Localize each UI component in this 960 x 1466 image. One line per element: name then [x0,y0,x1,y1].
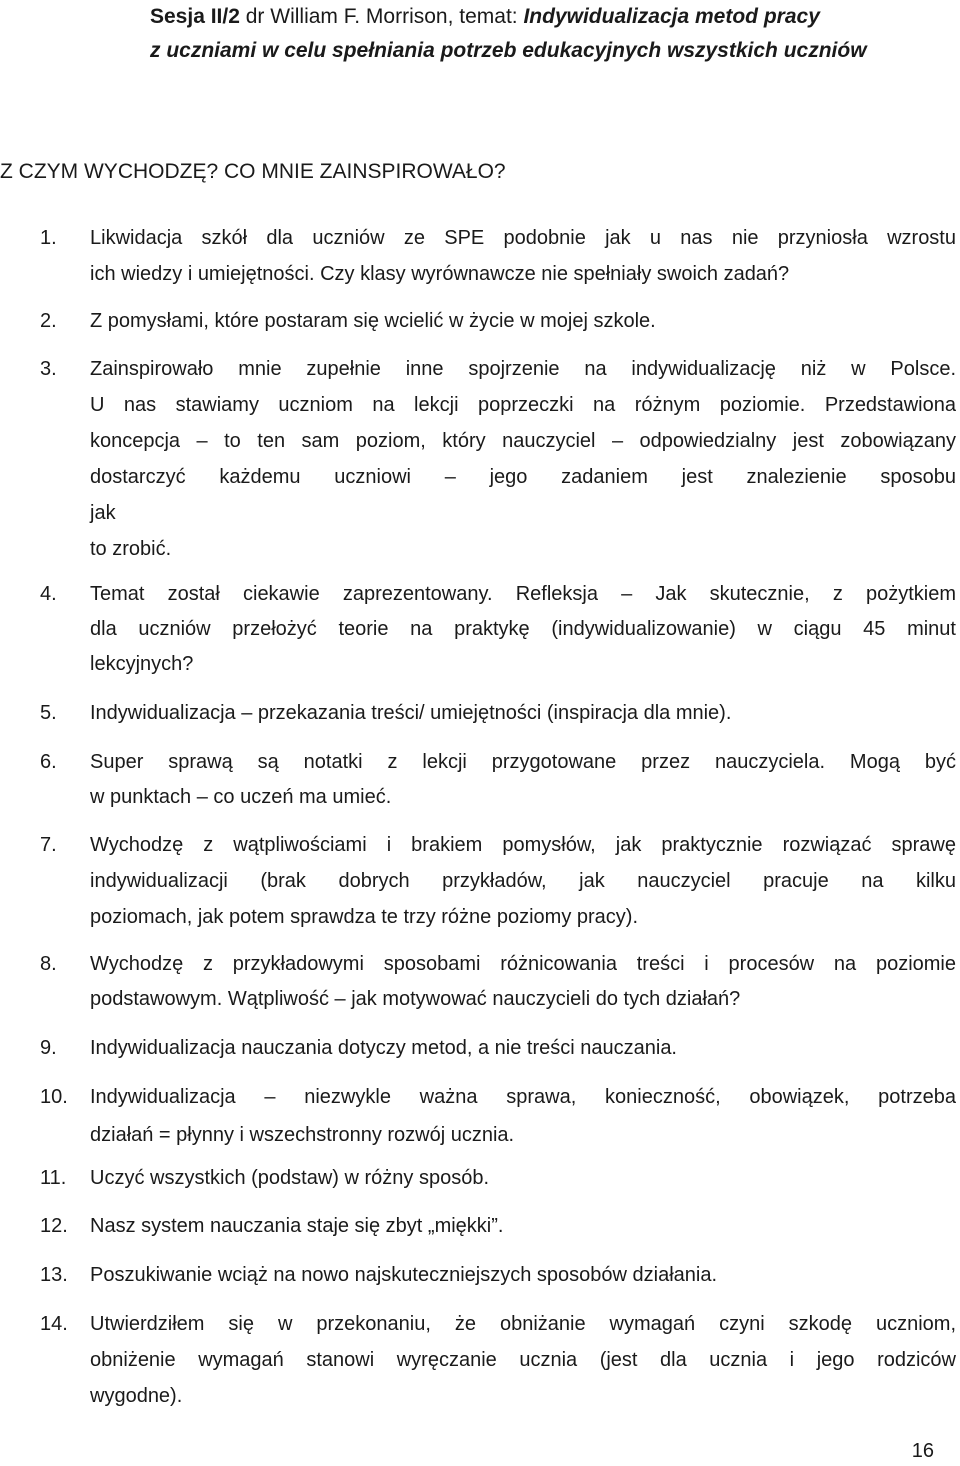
list-item-number: 10. [40,1086,68,1108]
list-item-line: Uczyć wszystkich (podstaw) w różny sposób. [90,1167,490,1189]
list-item-text [90,1031,956,1066]
list-item-number: 14. [40,1313,68,1335]
list-item-number: 4. [40,583,57,605]
list-item-line: koncepcja – to ten sam poziom, który nauczyciel – odpowiedzialny jest zobowiązany [90,430,956,452]
list-item-line: indywidualizacji (brak dobrych przykładów, jak nauczyciel pracuje na kilku [90,870,956,892]
list-item-line: Zainspirowało mnie zupełnie inne spojrzenie na indywidualizację niż w Polsce. [90,358,956,380]
list-item-text [90,1209,956,1244]
session-topic-part2: z uczniami w celu spełniania potrzeb edukacyjnych wszystkich uczniów [150,39,867,62]
list-item-line: lekcyjnych? [90,653,194,675]
list-item-line: w punktach – co uczeń ma umieć. [90,786,392,808]
list-item-text [90,1078,956,1154]
list-item-number: 1. [40,227,57,249]
list-item-line: jak [90,502,116,524]
list-item-number: 11. [40,1167,67,1189]
session-header [150,0,960,68]
list-item-line: dla uczniów przełożyć teorie na praktykę (indywidualizowanie) w ciągu 45 minut [90,618,956,640]
list-item-line: obniżenie wymagań stanowi wyręczanie ucznia (jest dla ucznia i jego rodziców [90,1349,956,1371]
list-item-line: Poszukiwanie wciąż na nowo najskuteczniejszych sposobów działania. [90,1264,718,1286]
list-item-line: Likwidacja szkół dla uczniów ze SPE podobnie jak u nas nie przyniosła wzrostu [90,227,956,249]
session-author: dr William F. Morrison, temat: [239,5,524,28]
session-topic-part1: Indywidualizacja metod pracy [523,5,820,28]
list-item-line: dostarczyć każdemu uczniowi – jego zadaniem jest znalezienie sposobu [90,466,956,488]
list-item-line: Temat został ciekawie zaprezentowany. Refleksja – Jak skutecznie, z pożytkiem [90,583,956,605]
list-item-text [90,351,956,567]
list-item-number: 7. [40,834,57,856]
list-item-line: wygodne). [90,1385,183,1407]
list-item-line: Utwierdziłem się w przekonaniu, że obniżanie wymagań czyni szkodę uczniom, [90,1313,956,1335]
list-item-text [90,303,956,339]
list-item-number: 6. [40,751,57,773]
list-item-line: działań = płynny i wszechstronny rozwój ucznia. [90,1124,515,1146]
list-item-text [90,947,956,1017]
list-item-number: 3. [40,358,57,380]
list-item-number: 8. [40,953,57,975]
list-item-text [90,827,956,935]
list-item-number: 2. [40,310,57,332]
list-item-line: Indywidualizacja nauczania dotyczy metod, a nie treści nauczania. [90,1037,677,1059]
list-item-text [90,1306,956,1414]
list-item-text [90,745,956,815]
list-item-line: to zrobić. [90,538,172,560]
list-item-text [90,1161,956,1196]
list-item-line: Nasz system nauczania staje się zbyt „miękki”. [90,1215,504,1237]
list-item-text [90,577,956,682]
list-item-line: Wychodzę z przykładowymi sposobami różnicowania treści i procesów na poziomie [90,953,956,975]
list-item-line: podstawowym. Wątpliwość – jak motywować nauczycieli do tych działań? [90,988,741,1010]
list-item-line: Wychodzę z wątpliwościami i brakiem pomysłów, jak praktycznie rozwiązać sprawę [90,834,956,856]
list-item-line: U nas stawiamy uczniom na lekcji poprzeczki na różnym poziomie. Przedstawiona [90,394,956,416]
list-item-line: ich wiedzy i umiejętności. Czy klasy wyrównawcze nie spełniały swoich zadań? [90,263,790,285]
list-item-number: 9. [40,1037,57,1059]
list-item-text [90,1258,956,1293]
list-item-line: Indywidualizacja – przekazania treści/ umiejętności (inspiracja dla mnie). [90,702,732,724]
list-item-number: 12. [40,1215,68,1237]
list-item-text [90,220,956,292]
session-label: Sesja II/2 [150,5,240,28]
section-heading: Z CZYM WYCHODZĘ? CO MNIE ZAINSPIROWAŁO? [0,160,506,183]
list-item-line: Z pomysłami, które postaram się wcielić w życie w mojej szkole. [90,310,656,332]
list-item-line: poziomach, jak potem sprawdza te trzy różne poziomy pracy). [90,906,638,928]
list-item-line: Super sprawą są notatki z lekcji przygotowane przez nauczyciela. Mogą być [90,751,956,773]
list-item-number: 5. [40,702,57,724]
list-item-number: 13. [40,1264,68,1286]
page-number: 16 [911,1440,934,1462]
list-item-text [90,696,956,731]
list-item-line: Indywidualizacja – niezwykle ważna sprawa, konieczność, obowiązek, potrzeba [90,1086,956,1108]
